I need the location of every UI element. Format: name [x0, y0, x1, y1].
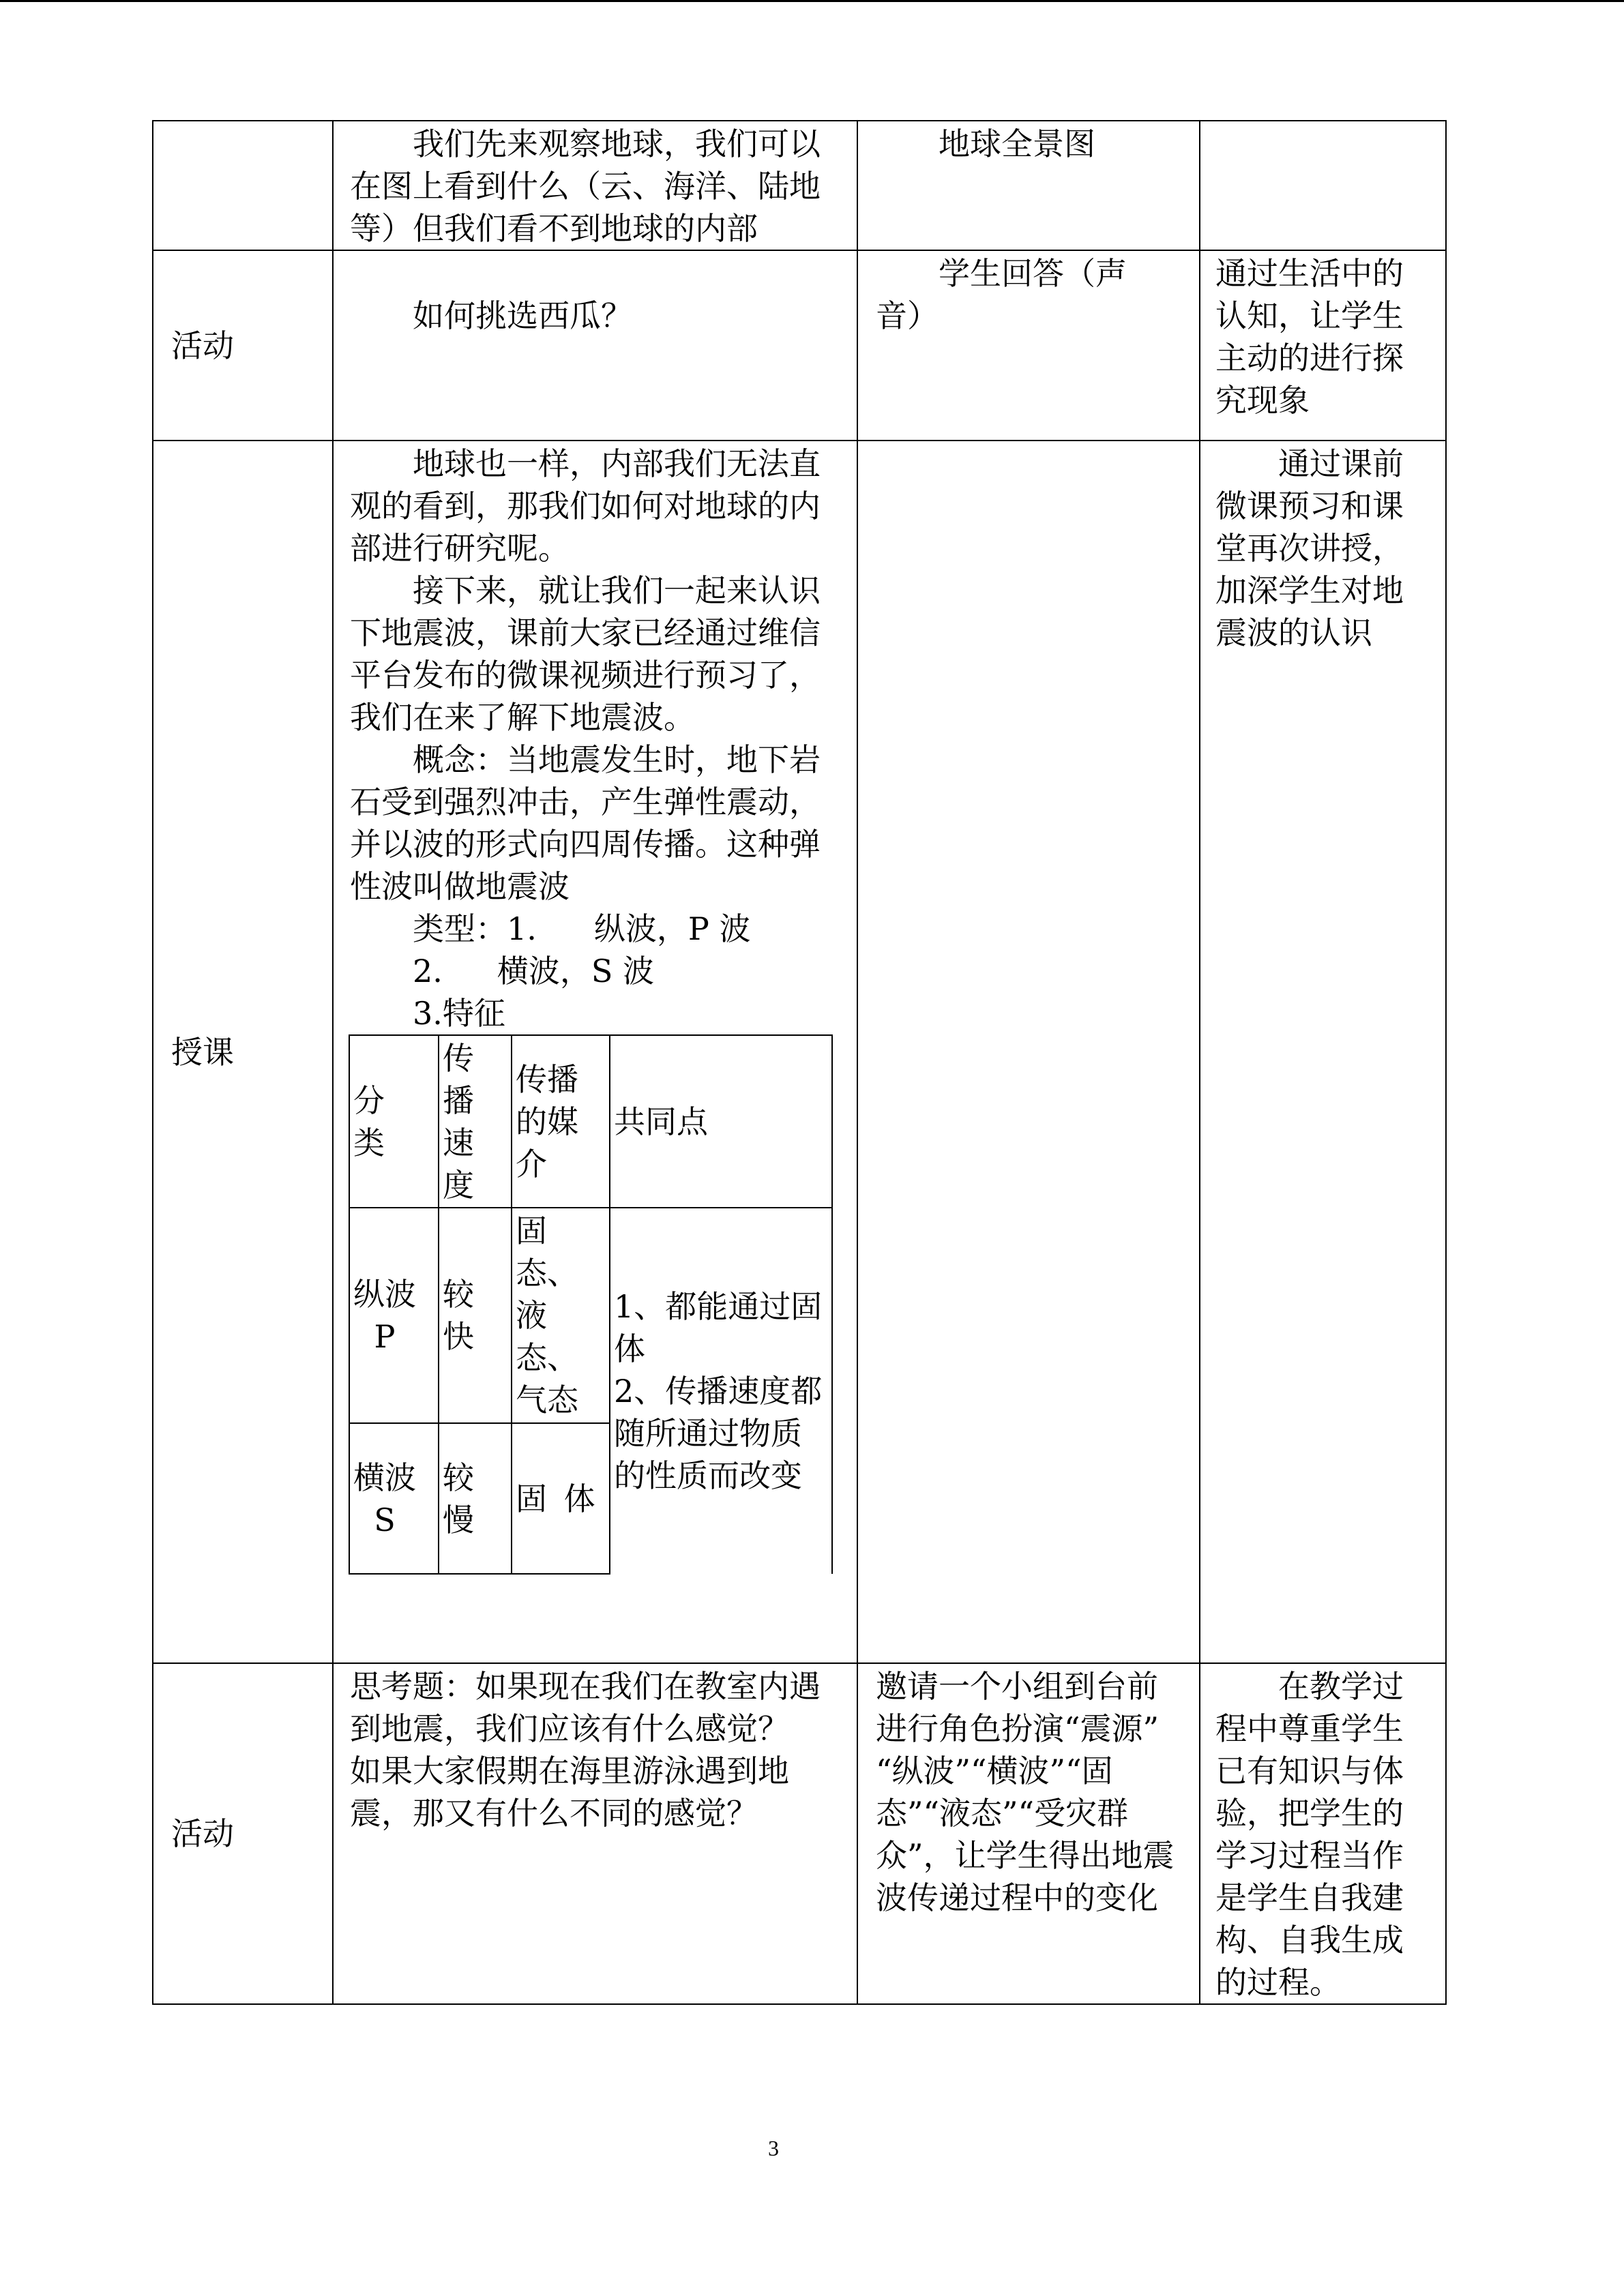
intent-line: 微课预习和课 [1215, 488, 1404, 524]
header-text: 传 [443, 1039, 474, 1077]
row-lecture [153, 441, 1446, 1663]
cell-text: 较 [443, 1276, 474, 1313]
row-activity-1 [153, 250, 1446, 441]
cell-text: 固 [516, 1212, 547, 1249]
cell-text: 态、 [516, 1255, 578, 1292]
content-line: 接下来，就让我们一起来认识 [413, 572, 821, 609]
content-line: 地球也一样，内部我们无法直 [413, 445, 821, 482]
stage-cell [153, 1663, 333, 2004]
intent-line: 程中尊重学生 [1215, 1710, 1404, 1747]
header-category [349, 1035, 439, 1208]
cell-text: 1、都能通过固 [614, 1288, 823, 1325]
student-line: 众”，让学生得出地震 [876, 1837, 1175, 1874]
content-line: 概念：当地震发生时，地下岩 [413, 741, 821, 778]
header-speed [439, 1035, 512, 1208]
teacher-content-cell [333, 121, 857, 250]
cell-text: 固 体 [516, 1480, 595, 1517]
wave-category-cell [349, 1208, 439, 1423]
feature-header-row [349, 1035, 832, 1208]
content-line: 我们先来观察地球，我们可以 [413, 125, 821, 162]
intent-line: 是学生自我建 [1215, 1879, 1404, 1916]
wave-medium-cell [512, 1208, 610, 1423]
stage-cell [153, 121, 333, 250]
intent-line: 构、自我生成 [1215, 1922, 1404, 1958]
row-activity-2 [153, 1663, 1446, 2004]
stage-cell [153, 250, 333, 441]
intent-line: 堂再次讲授， [1215, 530, 1404, 567]
page-number: 3 [768, 2136, 779, 2160]
types-label: 类型： [413, 910, 507, 947]
content-line: 如何挑选西瓜？ [413, 297, 632, 334]
cell-text: 的性质而改变 [614, 1457, 802, 1494]
intent-line: 究现象 [1215, 382, 1310, 419]
feature-row-p-wave [349, 1208, 832, 1423]
header-text: 的媒 [516, 1103, 578, 1140]
page-top-edge [0, 0, 1624, 2]
teacher-content-cell [333, 441, 857, 1663]
cell-text: 慢 [443, 1501, 474, 1538]
stage-label: 活动 [171, 1815, 234, 1852]
student-activity-cell [857, 441, 1200, 1663]
cell-text: 液 [516, 1297, 547, 1334]
lesson-plan-table [152, 120, 1447, 2005]
student-line: 波传递过程中的变化 [876, 1879, 1158, 1916]
cell-text: 2、传播速度都 [614, 1373, 823, 1410]
student-line: 学生回答（声 [939, 255, 1127, 292]
content-line: 观的看到，那我们如何对地球的内 [350, 488, 821, 524]
design-intent-cell [1200, 121, 1446, 250]
cell-text: 体 [614, 1330, 645, 1367]
wave-type-line [350, 950, 853, 992]
feature-heading: 3.特征 [413, 995, 505, 1032]
content-line: 在图上看到什么（云、海洋、陆地 [350, 168, 821, 205]
content-line: 我们在来了解下地震波。 [350, 699, 695, 736]
content-line: 下地震波，课前大家已经通过维信 [350, 614, 821, 651]
cell-text: S [374, 1501, 396, 1538]
wave-speed-cell [439, 1208, 512, 1423]
cell-text: P [374, 1318, 396, 1355]
type-number: 1. [507, 910, 537, 947]
intent-line: 认知，让学生 [1215, 297, 1404, 334]
header-text: 播 [443, 1082, 474, 1119]
intent-line: 通过课前 [1278, 445, 1404, 482]
header-text: 共同点 [614, 1103, 708, 1140]
content-line: 到地震，我们应该有什么感觉？ [350, 1710, 789, 1747]
teacher-content-cell [333, 1663, 857, 2004]
wave-type-line [350, 908, 853, 950]
intent-line: 通过生活中的 [1215, 255, 1404, 292]
header-common [610, 1035, 832, 1208]
row-intro [153, 121, 1446, 250]
student-line: 邀请一个小组到台前 [876, 1668, 1158, 1705]
design-intent-cell [1200, 250, 1446, 441]
intent-line: 加深学生对地 [1215, 572, 1404, 609]
intent-line: 震波的认识 [1215, 614, 1372, 651]
content-line: 如果大家假期在海里游泳遇到地 [350, 1753, 789, 1789]
intent-line: 在教学过 [1278, 1668, 1404, 1705]
wave-medium-cell [512, 1423, 610, 1574]
stage-label: 活动 [171, 327, 234, 364]
cell-text: 随所通过物质 [614, 1415, 802, 1452]
student-line: 进行角色扮演“震源” [876, 1710, 1160, 1747]
teacher-content-cell [333, 250, 857, 441]
content-line: 等）但我们看不到地球的内部 [350, 210, 758, 247]
type-name: 横波，S 波 [497, 953, 655, 989]
header-text: 度 [443, 1166, 474, 1204]
intent-line: 的过程。 [1215, 1964, 1341, 2001]
design-intent-cell [1200, 1663, 1446, 2004]
content-line: 震，那又有什么不同的感觉？ [350, 1795, 758, 1832]
header-medium [512, 1035, 610, 1208]
wave-feature-table [349, 1034, 833, 1575]
cell-text: 快 [443, 1318, 474, 1355]
student-activity-cell [857, 250, 1200, 441]
cell-text: 纵波 [353, 1276, 416, 1313]
student-activity-cell [857, 121, 1200, 250]
intent-line: 主动的进行探 [1215, 340, 1404, 376]
header-text: 类 [353, 1124, 385, 1161]
type-number: 2. [413, 953, 443, 989]
content-line: 石受到强烈冲击，产生弹性震动， [350, 784, 821, 820]
header-text: 分 [353, 1082, 385, 1119]
type-name: 纵波，P 波 [593, 910, 751, 947]
content-line: 平台发布的微课视频进行预习了， [350, 657, 821, 694]
header-text: 介 [516, 1145, 547, 1182]
intent-line: 验，把学生的 [1215, 1795, 1404, 1832]
cell-text: 态、 [516, 1339, 578, 1376]
student-line: “纵波”“横波”“固 [876, 1753, 1113, 1789]
cell-text: 气态 [516, 1382, 578, 1418]
design-intent-cell [1200, 441, 1446, 1663]
content-line: 性波叫做地震波 [350, 868, 570, 905]
wave-speed-cell [439, 1423, 512, 1574]
cell-text: 较 [443, 1459, 474, 1496]
wave-category-cell [349, 1423, 439, 1574]
header-text: 速 [443, 1124, 474, 1161]
intent-line: 已有知识与体 [1215, 1753, 1404, 1789]
content-line: 部进行研究呢。 [350, 530, 570, 567]
content-line: 思考题：如果现在我们在教室内遇 [350, 1668, 821, 1705]
student-line: 音） [876, 297, 939, 334]
blank-line [350, 252, 853, 295]
student-activity-cell [857, 1663, 1200, 2004]
cell-text: 横波 [353, 1459, 416, 1496]
common-points-cell [610, 1208, 832, 1574]
stage-cell [153, 441, 333, 1663]
student-line: 态”“液态”“受灾群 [876, 1795, 1129, 1832]
header-text: 传播 [516, 1060, 578, 1098]
student-line: 地球全景图 [939, 125, 1095, 162]
intent-line: 学习过程当作 [1215, 1837, 1404, 1874]
content-line: 并以波的形式向四周传播。这种弹 [350, 826, 821, 863]
stage-label: 授课 [171, 1033, 234, 1071]
